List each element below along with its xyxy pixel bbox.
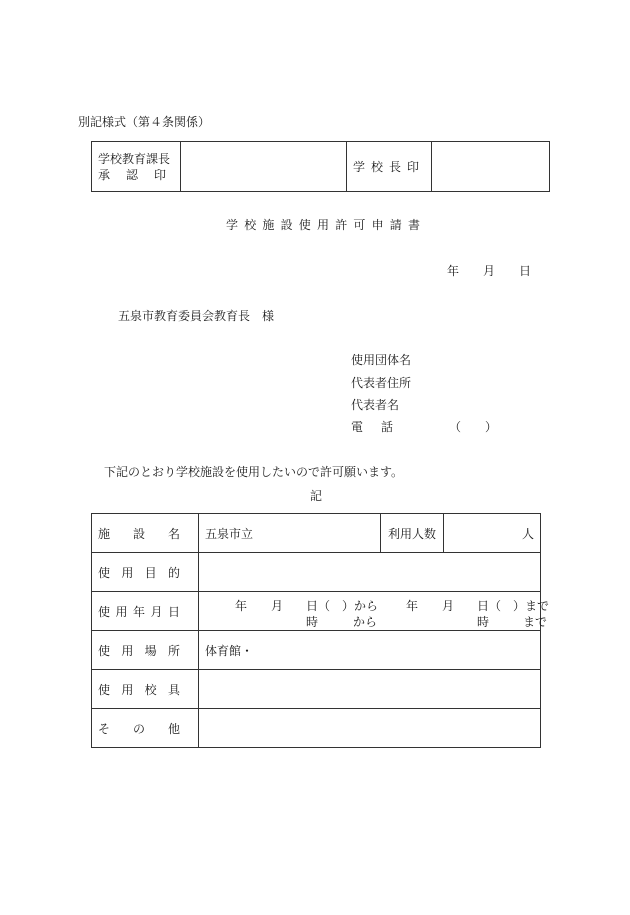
dt-month2: 月 (442, 599, 455, 613)
datetime-label (92, 592, 199, 631)
dt-month: 月 (271, 599, 284, 613)
other-label (92, 709, 199, 748)
place-label (92, 631, 199, 670)
char: 場 (144, 643, 157, 658)
dt-until: まで (523, 615, 548, 629)
char: 施 (98, 526, 111, 541)
ki-mark: 記 (310, 489, 323, 503)
char: 年 (132, 604, 145, 619)
char: そ (98, 721, 111, 736)
applicant-address-label: 代表者住所 (351, 376, 412, 390)
date-day: 日 (519, 264, 532, 278)
form-label: 別記様式（第４条関係） (78, 115, 211, 129)
date-month: 月 (483, 264, 496, 278)
facility-row (92, 514, 541, 553)
equip-row (92, 670, 541, 709)
head-approval-label (92, 142, 181, 192)
purpose-label (92, 553, 199, 592)
char: 用 (121, 643, 134, 658)
char: 日 (167, 604, 180, 619)
date-year: 年 (447, 264, 460, 278)
principal-stamp-label: 学校長印 (347, 142, 432, 192)
place-row (92, 631, 541, 670)
place-value[interactable]: 体育館・ (199, 631, 541, 670)
char: 認 (125, 167, 138, 182)
char: 印 (153, 167, 166, 182)
equip-value[interactable] (199, 670, 541, 709)
dt-year: 年 (235, 599, 248, 613)
dt-hour-from: 時 (306, 615, 319, 629)
other-row (92, 709, 541, 748)
head-approval-line2 (98, 167, 166, 183)
char: 名 (167, 526, 180, 541)
char: 用 (121, 565, 134, 580)
other-value[interactable] (199, 709, 541, 748)
facility-label (92, 514, 199, 553)
dt-hour-until: 時 (477, 615, 490, 629)
char: 月 (150, 604, 163, 619)
char: 目 (144, 565, 157, 580)
facility-value[interactable]: 五泉市立 (199, 514, 381, 553)
body-text: 下記のとおり学校施設を使用したいので許可願います。 (104, 465, 404, 479)
char: 具 (167, 682, 180, 697)
addressee: 五泉市教育委員会教育長 様 (118, 309, 275, 323)
char: 使 (98, 682, 111, 697)
char: 使 (98, 604, 111, 619)
char: 校 (144, 682, 157, 697)
char: 的 (167, 565, 180, 580)
char: 用 (121, 682, 134, 697)
dt-day-until: 日（ ）まで (477, 599, 550, 613)
head-approval-line1: 学校教育課長 (98, 151, 171, 166)
dt-from: から (353, 615, 378, 629)
users-label: 利用人数 (381, 514, 444, 553)
equip-label (92, 670, 199, 709)
principal-stamp-cell[interactable] (432, 142, 550, 192)
char: 用 (115, 604, 128, 619)
char: の (132, 721, 145, 736)
char: 他 (167, 721, 180, 736)
applicant-name-label: 代表者名 (351, 398, 400, 412)
char: 承 (98, 167, 111, 182)
applicant-tel-label: 電 話 (351, 420, 397, 434)
users-value[interactable]: 人 (444, 514, 541, 553)
char: 使 (98, 565, 111, 580)
datetime-row (92, 592, 541, 631)
dt-year2: 年 (406, 599, 419, 613)
char: 所 (167, 643, 180, 658)
applicant-org-label: 使用団体名 (351, 353, 412, 367)
char: 使 (98, 643, 111, 658)
dt-day-from: 日（ ）から (306, 599, 379, 613)
purpose-row (92, 553, 541, 592)
datetime-value[interactable] (199, 592, 550, 631)
purpose-value[interactable] (199, 553, 541, 592)
doc-title: 学校施設使用許可申請書 (226, 218, 427, 232)
char: 設 (132, 526, 145, 541)
detail-table (91, 513, 550, 748)
head-approval-stamp-cell[interactable] (181, 142, 347, 192)
approval-table (91, 141, 550, 192)
applicant-tel-paren: （ ） (449, 420, 498, 434)
